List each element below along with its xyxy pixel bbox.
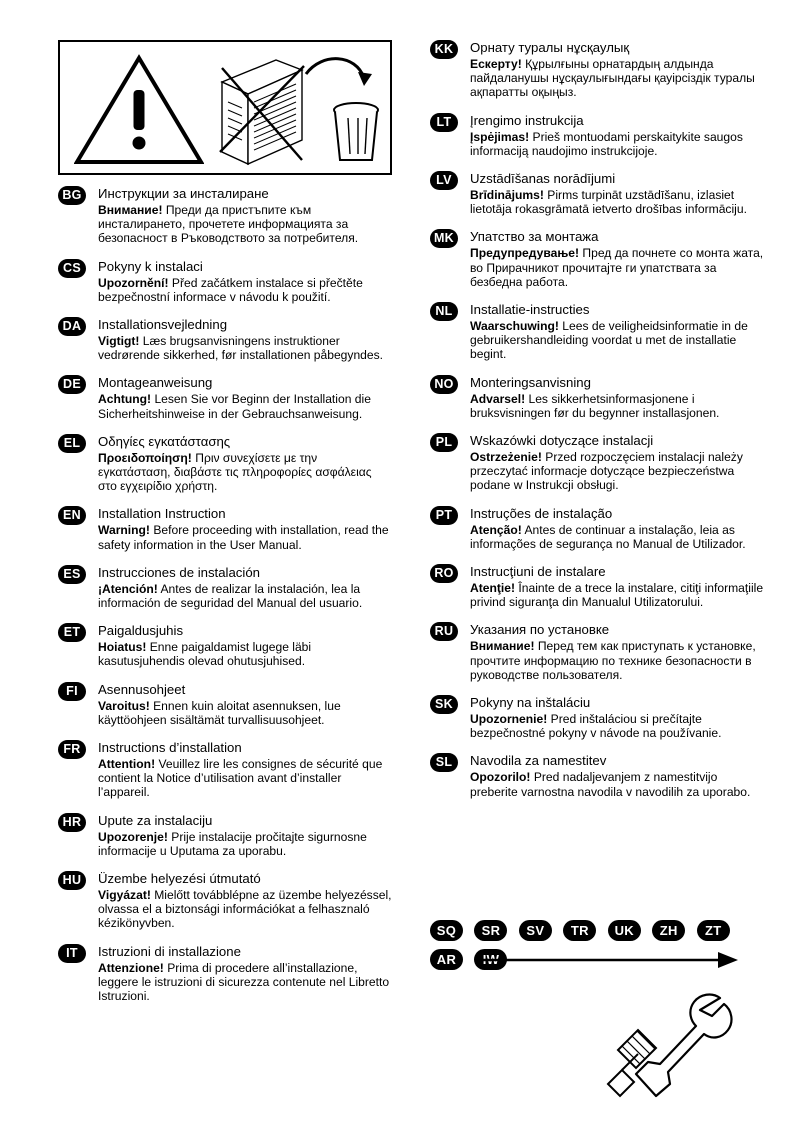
language-lead: Opozorilo!	[470, 770, 531, 785]
warning-triangle-icon	[74, 54, 204, 166]
language-body	[470, 712, 764, 740]
language-text: Les sikkerhetsinformasjonene i bruksvisningen før du begynner installasjonen.	[470, 391, 720, 420]
language-text: Înainte de a trece la instalare, citiţi informaţiile privind siguranţa din Manualul Utilizatorului.	[470, 581, 764, 610]
language-body	[98, 961, 392, 1004]
language-badge: IT	[58, 944, 86, 963]
language-badge: DE	[58, 375, 86, 394]
language-title: Pokyny na inštaláciu	[470, 695, 591, 711]
language-entry-et	[58, 623, 392, 668]
language-lead: Attention!	[98, 757, 156, 772]
language-badge: ZH	[652, 920, 685, 941]
language-entry-el	[58, 434, 392, 494]
language-title: Инструкции за инсталиране	[98, 186, 269, 201]
language-lead: Advarsel!	[470, 391, 526, 406]
language-body	[470, 392, 764, 420]
language-text: Пред да почнете со монта жата, во Прирачникот прочитајте ги упатствата за безбедна работа.	[470, 246, 764, 289]
language-lead: Atenţie!	[470, 581, 516, 596]
language-title: Installationsvejledning	[98, 317, 228, 333]
language-text: Ennen kuin aloitat asennuksen, lue käyttöohjeen sisältämät turvallisuusohjeet.	[98, 698, 341, 727]
language-title: Navodila za namestitev	[470, 753, 607, 769]
language-text: Mielőtt továbblépne az üzembe helyezéssel, olvassa el a biztonsági információkat a felhasznaló kézikönyvben.	[98, 888, 392, 931]
language-title: Asennusohjeet	[98, 681, 186, 697]
language-title: Üzembe helyezési útmutató	[98, 871, 261, 887]
language-text: Pred inštaláciou si prečítajte bezpečnostné pokyny v návode na používanie.	[470, 712, 722, 741]
language-badge: TR	[563, 920, 596, 941]
language-badge: SR	[474, 920, 507, 941]
language-badge: EL	[58, 434, 86, 453]
language-body	[98, 757, 392, 800]
language-body	[470, 319, 764, 362]
language-badge: HR	[58, 813, 86, 832]
language-entry-da	[58, 317, 392, 362]
language-body	[470, 130, 764, 158]
language-entry-lt	[430, 113, 764, 158]
language-body	[470, 450, 764, 493]
language-title: Орнату туралы нұсқаулық	[470, 40, 630, 55]
language-lead: Varoitus!	[98, 698, 150, 713]
language-badge: SK	[430, 695, 458, 714]
language-text: Pred nadaljevanjem z namestitvijo preberite varnostna navodila v navodilih za uporabo.	[470, 770, 751, 799]
language-lead: Warning!	[98, 523, 150, 538]
language-title: Monteringsanvisning	[470, 374, 591, 390]
language-badge: SL	[430, 753, 458, 772]
language-entry-pt	[430, 506, 764, 551]
warning-illustration-box	[58, 40, 392, 175]
language-lead: Внимание!	[470, 639, 535, 654]
language-badge: RU	[430, 622, 458, 641]
language-text: Veuillez lire les consignes de sécurité que contient la Notice d’utilisation avant d’installer l’appareil.	[98, 757, 383, 800]
language-lead: Upozornenie!	[470, 712, 548, 727]
language-title: Įrengimo instrukcija	[470, 112, 584, 128]
language-lead: Achtung!	[98, 392, 152, 407]
language-text: Enne paigaldamist lugege läbi kasutusjuhendis olevad ohutusjuhised.	[98, 640, 312, 669]
language-lead: Upozornění!	[98, 275, 169, 290]
language-lead: Upozorenje!	[98, 829, 168, 844]
language-lead: Προειδοποίηση!	[98, 450, 192, 465]
language-lead: Waarschuwing!	[470, 319, 559, 334]
language-badge: KK	[430, 40, 458, 59]
language-entry-bg	[58, 186, 392, 246]
language-body	[98, 203, 392, 246]
language-lead: Įspėjimas!	[470, 129, 530, 144]
language-entry-ru	[430, 622, 764, 682]
right-language-column	[430, 40, 764, 812]
language-lead: Ostrzeżenie!	[470, 450, 542, 465]
language-title: Istruzioni di installazione	[98, 943, 241, 959]
language-badge: PT	[430, 506, 458, 525]
language-badge: EN	[58, 506, 86, 525]
language-text: Перед тем как приступать к установке, прочтите информацию по технике безопасности в руководстве пользователя.	[470, 639, 756, 682]
language-text: Lesen Sie vor Beginn der Installation die Sicherheitshinweise in der Gebrauchsanweisung.	[98, 392, 371, 421]
language-lead: Vigtigt!	[98, 334, 140, 349]
language-badge: SV	[519, 920, 552, 941]
language-lead: ¡Atención!	[98, 581, 158, 596]
language-badge: LV	[430, 171, 458, 190]
language-text: Læs brugsanvisningens instruktioner vedrørende sikkerhed, før installationen påbegyndes.	[98, 334, 384, 363]
language-text: Prieš montuodami perskaitykite saugos informaciją naudojimo instrukcijoje.	[470, 129, 743, 158]
language-text: Antes de realizar la instalación, lea la información de seguridad del Manual del usuario.	[98, 581, 363, 611]
language-lead: Brīdinājums!	[470, 188, 544, 203]
language-entry-es	[58, 565, 392, 610]
language-body	[98, 276, 392, 304]
language-text: Před začátkem instalace si přečtěte bezpečnostní informace v návodu k použití.	[98, 275, 363, 304]
language-title: Uzstādīšanas norādījumi	[470, 171, 616, 187]
language-body	[98, 451, 392, 494]
wrench-screwdriver-icon	[600, 992, 740, 1112]
language-body	[470, 770, 764, 798]
language-title: Указания по установке	[470, 622, 610, 638]
language-title: Montageanweisung	[98, 375, 213, 391]
language-entry-fi	[58, 682, 392, 727]
language-entry-pl	[430, 433, 764, 493]
language-text: Lees de veiligheidsinformatie in de gebruikershandleiding voordat u met de installatie begint.	[470, 319, 748, 362]
language-lead: Vigyázat!	[98, 888, 151, 903]
language-badge: AR	[430, 949, 463, 970]
rtl-direction-arrow-icon	[430, 950, 760, 974]
language-title: Installation Instruction	[98, 506, 226, 522]
language-body	[98, 392, 392, 420]
language-entry-hr	[58, 813, 392, 858]
language-lead: Attenzione!	[98, 960, 164, 975]
language-entry-it	[58, 944, 392, 1004]
language-badge: PL	[430, 433, 458, 452]
language-body	[470, 581, 764, 609]
language-title: Paigaldusjuhis	[98, 623, 184, 639]
language-text: Преди да пристъпите към инсталирането, прочетете информацията за безопасност в Ръководството за потребителя.	[98, 203, 359, 246]
language-body	[470, 188, 764, 216]
language-lead: Atenção!	[470, 522, 522, 537]
language-body	[98, 640, 392, 668]
language-body	[98, 888, 392, 931]
language-badge: ZT	[697, 920, 730, 941]
language-badge: RO	[430, 564, 458, 583]
language-text: Πριν συνεχίσετε με την εγκατάσταση, διαβάστε τις πληροφορίες ασφάλειας στο εγχειρίδιο χρήστη.	[98, 450, 372, 494]
language-entry-ro	[430, 564, 764, 609]
language-body	[470, 57, 764, 100]
language-badge: SQ	[430, 920, 463, 941]
language-entry-de	[58, 375, 392, 420]
language-badge: NL	[430, 302, 458, 321]
language-lead: Предупредување!	[470, 246, 580, 261]
language-body	[470, 639, 764, 682]
language-body	[98, 830, 392, 858]
language-badge: BG	[58, 186, 86, 205]
language-entry-nl	[430, 302, 764, 362]
language-body	[98, 334, 392, 362]
language-entry-sk	[430, 695, 764, 740]
language-body	[470, 523, 764, 551]
language-badge: ES	[58, 565, 86, 584]
language-entry-hu	[58, 871, 392, 931]
language-text: Prima di procedere all’installazione, leggere le istruzioni di sicurezza contenute nel Libretto Istruzioni.	[98, 960, 390, 1004]
language-badge: LT	[430, 113, 458, 132]
language-entry-fr	[58, 740, 392, 800]
language-lead: Hoiatus!	[98, 640, 147, 655]
language-badge: MK	[430, 229, 458, 248]
language-text: Құрылғыны орнатардың алдында пайдаланушы нұсқаулығындағы қауipсiздiк туралы ақпаратты оқыңыз.	[470, 57, 755, 100]
language-text: Before proceeding with installation, read the safety information in the User Manual.	[98, 523, 389, 552]
language-entry-lv	[430, 171, 764, 216]
language-body	[470, 246, 764, 289]
language-badge: FR	[58, 740, 86, 759]
language-title: Installatie-instructies	[470, 302, 590, 318]
language-title: Pokyny k instalaci	[98, 258, 203, 274]
language-badge: ET	[58, 623, 86, 642]
language-badge: UK	[608, 920, 641, 941]
language-body	[98, 523, 392, 551]
language-body	[98, 699, 392, 727]
language-entry-no	[430, 375, 764, 420]
language-title: Wskazówki dotyczące instalacji	[470, 433, 654, 449]
language-text: Przed rozpoczęciem instalacji należy przeczytać informacje dotyczące bezpieczeństwa podane w Instrukcji obsługi.	[470, 450, 743, 493]
language-badge: NO	[430, 375, 458, 394]
language-entry-sl	[430, 753, 764, 798]
language-badge: DA	[58, 317, 86, 336]
language-title: Upute za instalaciju	[98, 812, 213, 828]
language-entry-en	[58, 506, 392, 551]
language-entry-kk	[430, 40, 764, 100]
language-title: Οδηγίες εγκατάστασης	[98, 433, 231, 449]
language-badge: HU	[58, 871, 86, 890]
language-lead: Внимание!	[98, 203, 163, 217]
language-text: Pirms turpināt uzstādīšanu, izlasiet lietotāja rokasgrāmatā ietverto drošības informāciju.	[470, 188, 747, 217]
language-entry-mk	[430, 229, 764, 289]
language-title: Instrucciones de instalación	[98, 564, 261, 580]
language-badge: IW	[474, 949, 507, 970]
language-body	[98, 582, 392, 610]
language-lead: Ескерту!	[470, 57, 522, 71]
language-entry-cs	[58, 259, 392, 304]
language-title: Instruções de instalação	[470, 505, 613, 521]
language-badge: FI	[58, 682, 86, 701]
language-title: Instrucţiuni de instalare	[470, 564, 606, 580]
left-language-column	[58, 186, 392, 1016]
language-text: Antes de continuar a instalação, leia as informações de segurança no Manual de Utilizador.	[470, 522, 746, 551]
language-title: Упатство за монтажа	[470, 229, 599, 245]
language-title: Instructions d’installation	[98, 740, 242, 756]
manual-to-trash-icon	[210, 48, 390, 173]
language-text: Prije instalacije pročitajte sigurnosne informacije u Uputama za uporabu.	[98, 829, 367, 858]
language-badge: CS	[58, 259, 86, 278]
